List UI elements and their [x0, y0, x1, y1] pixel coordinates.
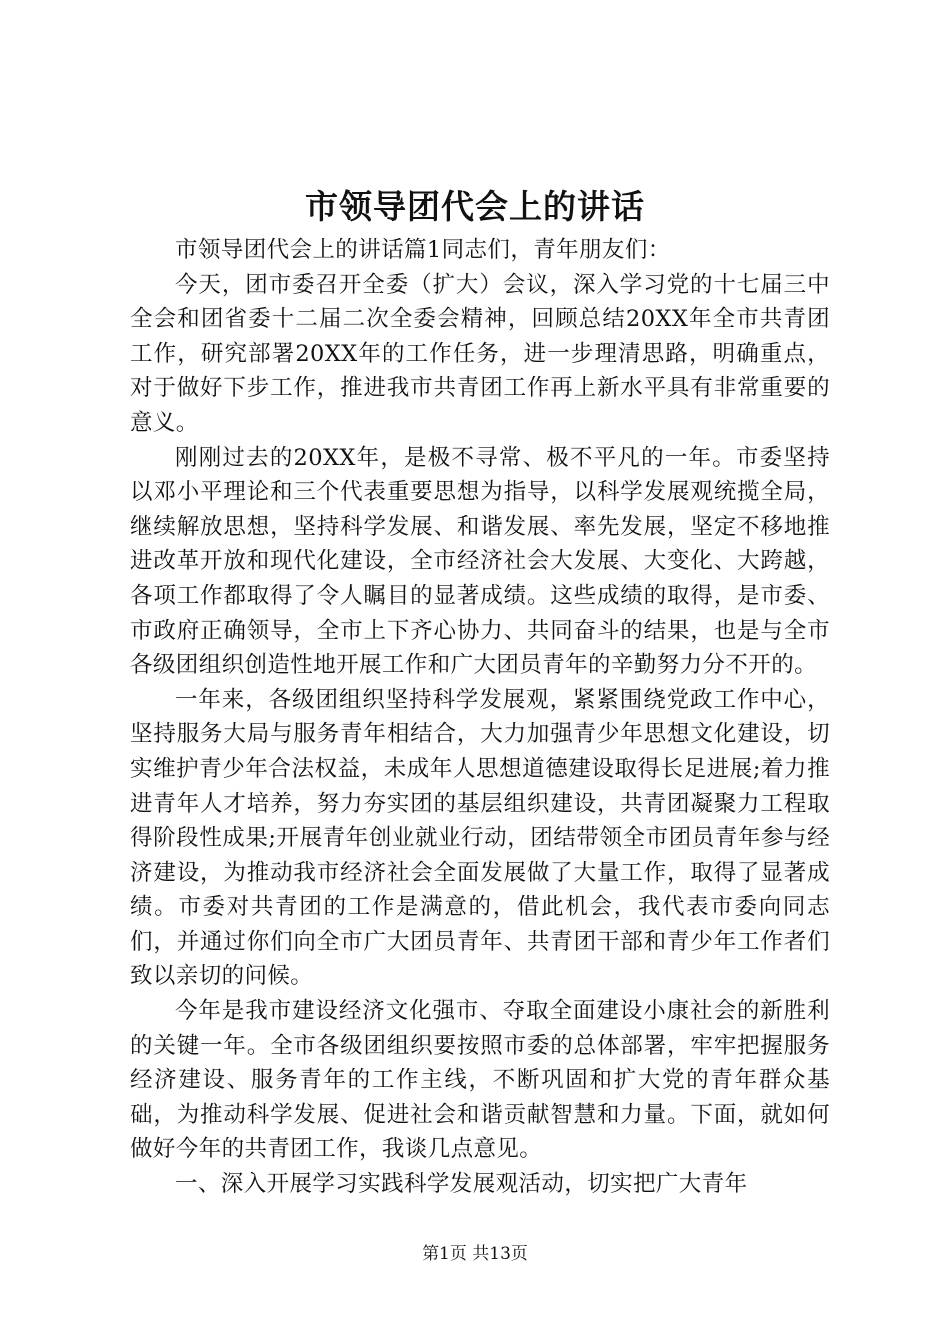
- document-title: 市领导团代会上的讲话: [305, 187, 645, 226]
- paragraph-past-year: 刚刚过去的20XX年，是极不寻常、极不平凡的一年。市委坚持以邓小平理论和三个代表重要思想为指导，以科学发展观统揽全局，继续解放思想，坚持科学发展、和谐发展、率先发展，坚定不移地推进改革开放和现代化建设，全市经济社会大发展、大变化、大跨越，各项工作都取得了令人瞩目的显著成绩。这些成绩的取得，是市委、市政府正确领导，全市上下齐心协力、共同奋斗的结果，也是与全市各级团组织创造性地开展工作和广大团员青年的辛勤努力分不开的。: [130, 444, 830, 679]
- paragraph-section-one: 一、深入开展学习实践科学发展观活动，切实把广大青年: [175, 1171, 748, 1198]
- paragraph-this-year: 今年是我市建设经济文化强市、夺取全面建设小康社会的新胜利的关键一年。全市各级团组织要按照市委的总体部署，牢牢把握服务经济建设、服务青年的工作主线，不断巩固和扩大党的青年群众基础，为推动科学发展、促进社会和谐贡献智慧和力量。下面，就如何做好今年的共青团工作，我谈几点意见。: [130, 998, 830, 1163]
- document-body: [130, 233, 830, 1202]
- page-footer: 第1页 共13页: [422, 1244, 528, 1264]
- paragraph-greeting: 市领导团代会上的讲话篇1同志们，青年朋友们：: [175, 237, 671, 263]
- paragraph-intro: 今天，团市委召开全委（扩大）会议，深入学习党的十七届三中全会和团省委十二届二次全委会精神，回顾总结20XX年全市共青团工作，研究部署20XX年的工作任务，进一步理清思路，明确重点，对于做好下步工作，推进我市共青团工作再上新水平具有非常重要的意义。: [130, 271, 830, 436]
- paragraph-achievements: 一年来，各级团组织坚持科学发展观，紧紧围绕党政工作中心，坚持服务大局与服务青年相结合，大力加强青少年思想文化建设，切实维护青少年合法权益，未成年人思想道德建设取得长足进展;着力推进青年人才培养，努力夯实团的基层组织建设，共青团凝聚力工程取得阶段性成果;开展青年创业就业行动，团结带领全市团员青年参与经济建设，为推动我市经济社会全面发展做了大量工作，取得了显著成绩。市委对共青团的工作是满意的，借此机会，我代表市委向同志们，并通过你们向全市广大团员青年、共青团干部和青少年工作者们致以亲切的问候。: [130, 686, 830, 990]
